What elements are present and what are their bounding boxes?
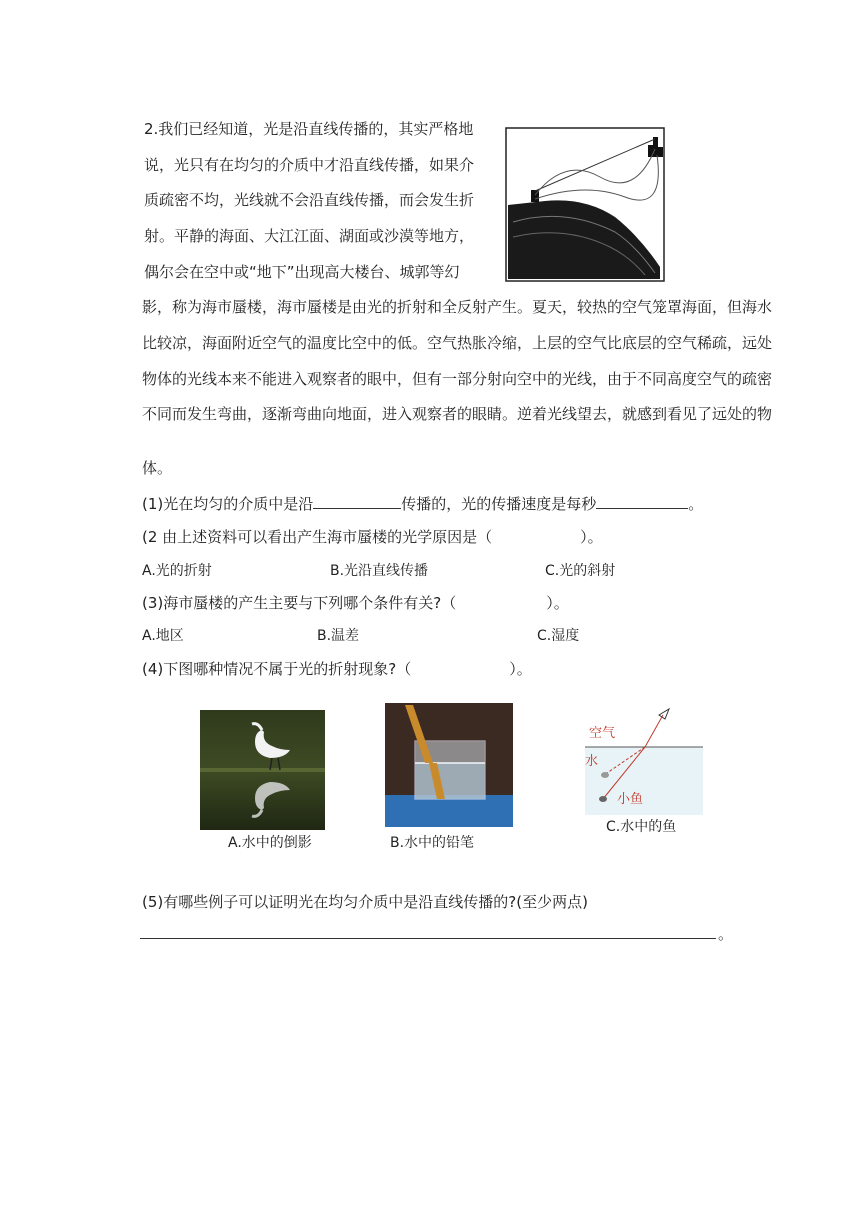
question-1: [142, 494, 703, 514]
option-c: C.光的斜射: [545, 563, 616, 579]
answer-blank[interactable]: [596, 494, 688, 509]
mirage-illustration: [505, 127, 665, 282]
egret-reflection-photo: [200, 710, 325, 830]
passage-line: 物体的光线本来不能进入观察者的眼中，但有一部分射向空中的光线，由于不同高度空气的疏密: [142, 370, 773, 388]
question-4-close: ）。: [509, 660, 532, 678]
passage-line: 不同而发生弯曲，逐渐弯曲向地面，进入观察者的眼睛。逆着光线望去，就感到看见了远处的物: [142, 405, 773, 423]
question-4-stem: (4)下图哪种情况不属于光的折射现象?（: [142, 660, 412, 678]
question-5-end: 。: [718, 925, 734, 943]
option-b: B.光沿直线传播: [330, 563, 429, 579]
option-a: A.地区: [142, 628, 184, 644]
passage-line: 说，光只有在均匀的介质中才沿直线传播，如果介: [144, 156, 475, 174]
figure-b-caption: B.水中的铅笔: [390, 835, 475, 851]
pencil-in-water-photo: [385, 703, 513, 827]
question-3-stem: (3)海市蜃楼的产生主要与下列哪个条件有关?（: [142, 594, 457, 612]
passage-line: 偶尔会在空中或“地下”出现高大楼台、城郭等幻: [144, 263, 460, 281]
passage-line: 质疏密不均，光线就不会沿直线传播，而会发生折: [144, 191, 475, 209]
question-4: [142, 659, 532, 679]
question-2: [142, 527, 603, 547]
fish-in-water-diagram: [585, 703, 703, 815]
option-a: A.光的折射: [142, 563, 212, 579]
passage-line: 体。: [142, 459, 173, 477]
option-b: B.温差: [317, 628, 360, 644]
answer-blank[interactable]: [313, 494, 401, 509]
label-air: 空气: [589, 726, 616, 741]
question-5: (5)有哪些例子可以证明光在均匀介质中是沿直线传播的?(至少两点): [142, 893, 588, 911]
passage-line: 射。平静的海面、大江江面、湖面或沙漠等地方，: [144, 227, 475, 245]
passage-line: 比较凉，海面附近空气的温度比空中的低。空气热胀冷缩，上层的空气比底层的空气稀疏，远处: [142, 334, 773, 352]
question-1-text: 。: [688, 495, 704, 513]
figure-a-caption: A.水中的倒影: [228, 835, 312, 851]
question-3-close: ）。: [546, 594, 569, 612]
question-3: [142, 593, 569, 613]
answer-line[interactable]: [140, 938, 716, 939]
question-1-text: (1)光在均匀的介质中是沿: [142, 495, 314, 513]
label-water: 水: [585, 754, 599, 769]
question-2-close: ）。: [580, 528, 603, 546]
question-2-stem: (2 由上述资料可以看出产生海市蜃楼的光学原因是（: [142, 528, 493, 546]
figure-c-caption: C.水中的鱼: [606, 819, 677, 835]
passage-line: 影，称为海市蜃楼，海市蜃楼是由光的折射和全反射产生。夏天，较热的空气笼罩海面，但海水: [142, 298, 773, 316]
label-fish: 小鱼: [617, 792, 644, 807]
option-c: C.湿度: [537, 628, 580, 644]
question-1-text: 传播的，光的传播速度是每秒: [401, 495, 597, 513]
passage-line: 2.我们已经知道，光是沿直线传播的，其实严格地: [144, 120, 474, 138]
